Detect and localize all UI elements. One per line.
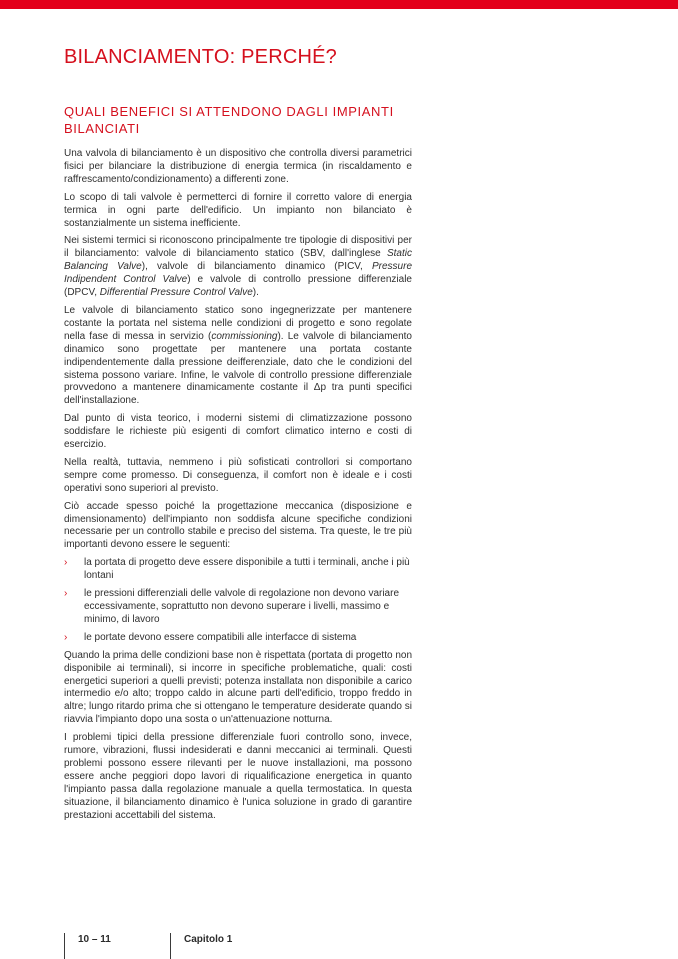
list-item-text: la portata di progetto deve essere disponibile a tutti i terminali, anche i più lontani bbox=[84, 557, 410, 582]
list-item-text: le portate devono essere compatibili alle interfacce di sistema bbox=[84, 631, 357, 643]
text-run: ). bbox=[252, 287, 259, 299]
requirements-list bbox=[64, 557, 412, 644]
paragraph: Quando la prima delle condizioni base non è rispettata (portata di progetto non disponibile ai terminali), si incorre in specifiche problematiche, quali: costi energetici superiori a quelli previsti; potenza installata non disponibile a carico intermedio e/o alto; troppo caldo in alcune parti dell'edificio, troppo freddo in altre; lungo ritardo prima che si ottengano le temperature desiderate quando si riavvia l'impianto dopo una sosta o un'attenuazione notturna. bbox=[64, 649, 413, 726]
text-run: Nei sistemi termici si riconoscono principalmente tre tipologie di dispositivi per il bilanciamento: valvole di bilanciamento statico (SBV, dall'inglese bbox=[64, 235, 412, 260]
text-run: Le valvole di bilanciamento statico sono ingegnerizzate per mantenere costante la portata nel sistema nelle condizioni di progetto e sono regolate nella fase di messa in servizio ( bbox=[64, 304, 412, 342]
paragraph: Dal punto di vista teorico, i moderni sistemi di climatizzazione possono soddisfare le richieste più esigenti di comfort climatico interno e costi di esercizio. bbox=[64, 413, 412, 451]
list-item-text: le pressioni differenziali delle valvole di regolazione non devono variare eccessivamente, soprattutto non devono superare i livelli, massimo e minimo, di lavoro bbox=[84, 588, 400, 625]
top-accent-bar bbox=[0, 0, 678, 9]
paragraph bbox=[64, 235, 412, 300]
text-run: ). Le valvole di bilanciamento dinamico sono progettate per mantenere una portata costante indipendentemente dalla pressione deifferenziale, dato che le condizioni del sistema possono variare. Infine, le valvole di controllo pressione differenziale provvedono a mantenere dinamicamente costante il Δp tra punti specifici dell'installazione. bbox=[64, 330, 412, 407]
chevron-right-icon: › bbox=[64, 557, 68, 569]
section-subtitle: QUALI BENEFICI SI ATTENDONO DAGLI IMPIANTI BILANCIATI bbox=[64, 104, 394, 136]
paragraph: Nella realtà, tuttavia, nemmeno i più sofisticati controllori si comportano sempre come promesso. Di conseguenza, il comfort non è ideale e i costi operativi sono superiori al previsto. bbox=[64, 456, 412, 494]
chapter-label: Capitolo 1 bbox=[184, 934, 233, 945]
italic-term: Static Balancing Valve bbox=[64, 248, 412, 273]
list-item bbox=[64, 632, 412, 645]
italic-term: commissioning bbox=[211, 330, 278, 342]
list-item bbox=[64, 588, 412, 627]
footer-divider bbox=[64, 933, 65, 959]
list-item bbox=[64, 557, 412, 583]
page-numbers: 10 – 11 bbox=[78, 934, 111, 945]
page-title: BILANCIAMENTO: PERCHÉ? bbox=[64, 46, 337, 68]
chevron-right-icon: › bbox=[64, 631, 68, 643]
italic-term: Differential Pressure Control Valve bbox=[99, 287, 253, 299]
text-run: ) e valvole di controllo pressione differenziale (DPCV, bbox=[64, 274, 412, 299]
article-body bbox=[64, 148, 412, 828]
paragraph bbox=[64, 305, 412, 408]
paragraph: I problemi tipici della pressione differenziale fuori controllo sono, invece, rumore, vibrazioni, flussi indesiderati e danni meccanici ai terminali. Questi problemi possono essere rilevanti per le nuove installazioni, ma possono essere anche peggiori dopo lavori di riqualificazione energetica in quanto l'impianto passa dalla regolazione manuale a quella termostatica. In questa situazione, il bilanciamento dinamico è l'unica soluzione in grado di garantire prestazioni accettabili del sistema. bbox=[64, 732, 412, 821]
page-footer bbox=[64, 929, 364, 953]
paragraph: Lo scopo di tali valvole è permetterci di fornire il corretto valore di energia termica in ogni parte dell'edificio. Un impianto non bilanciato è sostanzialmente un sistema inefficiente. bbox=[64, 191, 412, 229]
paragraph: Una valvola di bilanciamento è un dispositivo che controlla diversi parametrici fisici per bilanciare la distribuzione di energia termica (in riscaldamento e raffrescamento/condizionamento) a differenti zone. bbox=[64, 148, 412, 185]
chevron-right-icon: › bbox=[64, 588, 68, 600]
footer-divider bbox=[170, 933, 171, 959]
text-run: ), valvole di bilanciamento dinamico (PICV, bbox=[141, 261, 372, 273]
italic-term: Pressure Indipendent Control Valve bbox=[64, 261, 412, 286]
paragraph: Ciò accade spesso poiché la progettazione meccanica (disposizione e dimensionamento) dell'impianto non soddisfa alcune specifiche condizioni necessarie per un controllo stabile e preciso del sistema. Tra queste, le tre più importanti devono essere le seguenti: bbox=[64, 500, 412, 551]
